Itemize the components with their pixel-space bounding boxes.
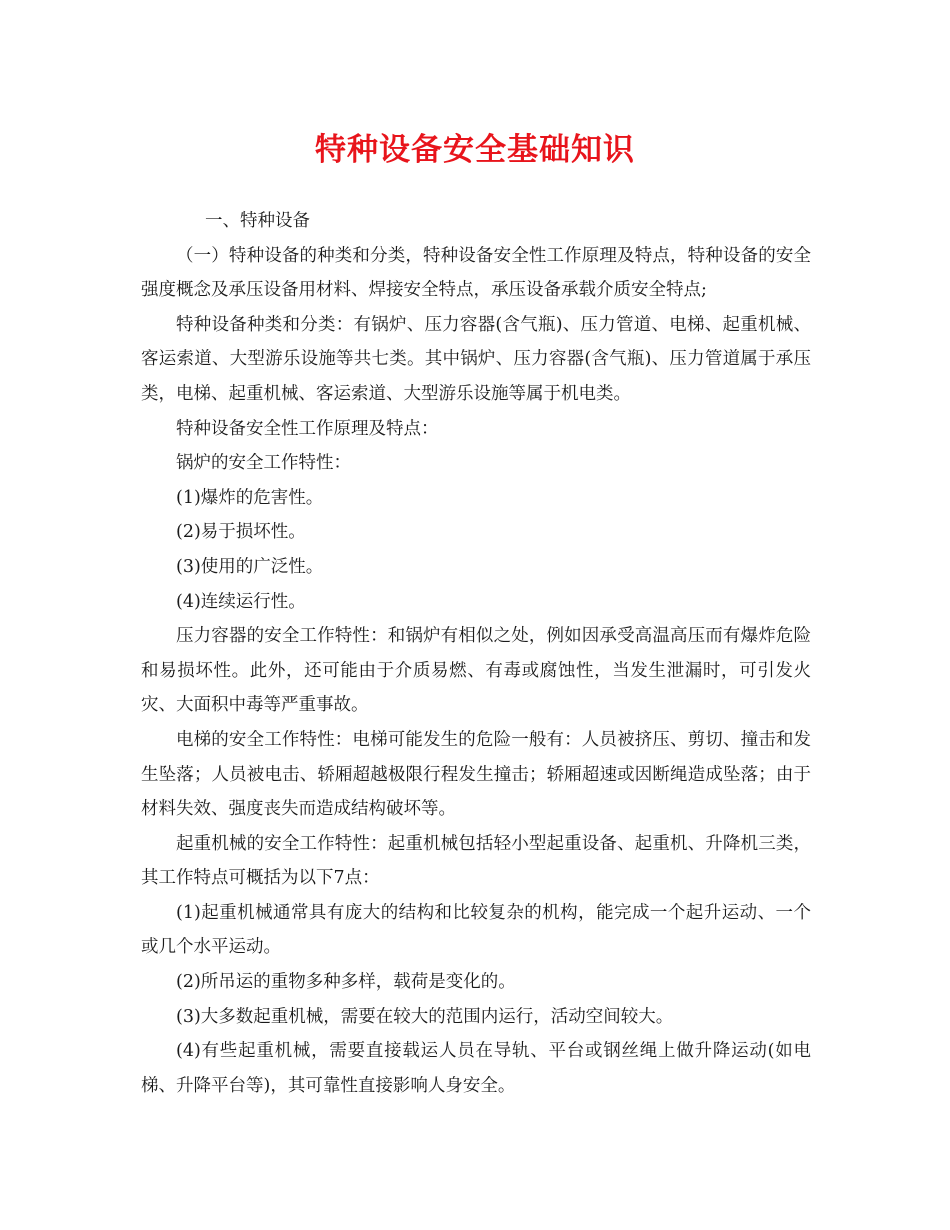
paragraph: 电梯的安全工作特性：电梯可能发生的危险一般有：人员被挤压、剪切、撞击和发生坠落；人员被电击、轿厢超越极限行程发生撞击；轿厢超速或因断绳造成坠落；由于材料失效、强度丧失而造成结构破坏等。	[141, 729, 811, 820]
list-item: (4)有些起重机械，需要直接载运人员在导轨、平台或钢丝绳上做升降运动(如电梯、升降平台等)，其可靠性直接影响人身安全。	[141, 1041, 811, 1096]
list-item: (1)起重机械通常具有庞大的结构和比较复杂的机构，能完成一个起升运动、一个或几个水平运动。	[141, 902, 811, 958]
subsection-heading: （一）特种设备的种类和分类，特种设备安全性工作原理及特点，特种设备的安全强度概念及承压设备用材料、焊接安全特点，承压设备承载介质安全特点;	[141, 245, 811, 301]
document-body	[141, 204, 811, 1103]
section-heading: 一、特种设备	[205, 211, 310, 231]
list-item: (2)所吊运的重物多种多样，载荷是变化的。	[176, 972, 516, 993]
list-item: (2)易于损坏性。	[176, 522, 306, 543]
document-title: 特种设备安全基础知识	[315, 132, 635, 168]
paragraph: 压力容器的安全工作特性：和锅炉有相似之处，例如因承受高温高压而有爆炸危险和易损坏性。此外，还可能由于介质易燃、有毒或腐蚀性，当发生泄漏时，可引发火灾、大面积中毒等严重事故。	[141, 626, 811, 716]
list-item: (3)大多数起重机械，需要在较大的范围内运行，活动空间较大。	[176, 1006, 674, 1027]
list-item: (3)使用的广泛性。	[176, 556, 324, 577]
list-item: (1)爆炸的危害性。	[176, 487, 324, 508]
paragraph: 起重机械的安全工作特性：起重机械包括轻小型起重设备、起重机、升降机三类，其工作特点可概括为以下7点：	[141, 833, 811, 889]
paragraph: 锅炉的安全工作特性：	[176, 453, 351, 474]
list-item: (4)连续运行性。	[176, 591, 306, 612]
paragraph: 特种设备安全性工作原理及特点：	[176, 418, 439, 439]
paragraph: 特种设备种类和分类：有锅炉、压力容器(含气瓶)、压力管道、电梯、起重机械、客运索道、大型游乐设施等共七类。其中锅炉、压力容器(含气瓶)、压力管道属于承压类，电梯、起重机械、客运索道、大型游乐设施等属于机电类。	[141, 314, 811, 404]
